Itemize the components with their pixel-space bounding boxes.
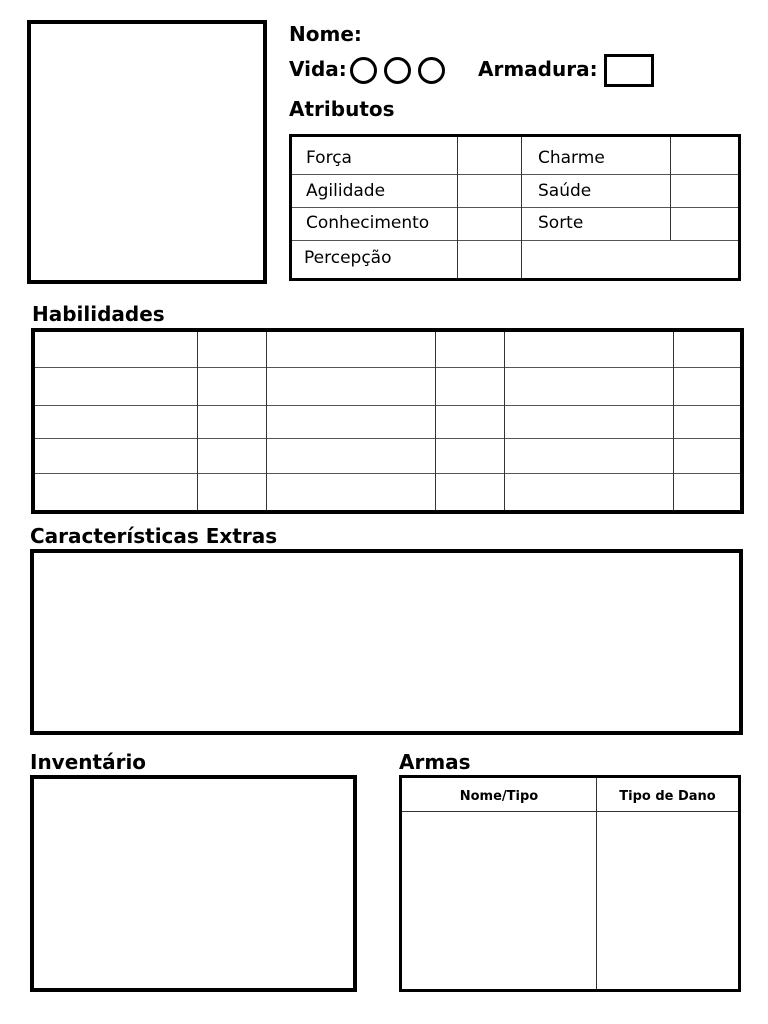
attr-value-forca[interactable] (458, 137, 521, 174)
weapons-name-cell[interactable] (402, 812, 596, 989)
inventory-title: Inventário (30, 750, 147, 774)
armor-label: Armadura: (478, 57, 598, 81)
attr-label-sorte: Sorte (538, 213, 584, 233)
attr-value-sorte[interactable] (671, 208, 738, 240)
attr-value-percepcao[interactable] (458, 241, 521, 278)
attr-label-saude: Saúde (538, 181, 592, 201)
name-label: Nome: (289, 22, 362, 46)
attr-value-agilidade[interactable] (458, 175, 521, 207)
skills-col-divider (673, 332, 674, 510)
skills-row-divider (35, 405, 740, 406)
attr-value-charme[interactable] (671, 137, 738, 174)
skills-col-divider (197, 332, 198, 510)
attr-label-forca: Força (306, 148, 352, 168)
extras-title: Características Extras (30, 524, 278, 548)
skills-row-divider (35, 473, 740, 474)
weapons-damage-cell[interactable] (597, 812, 738, 989)
skills-col-divider (435, 332, 436, 510)
attributes-table (289, 134, 741, 281)
life-circle-3[interactable] (418, 57, 445, 84)
weapons-table (399, 775, 741, 992)
inventory-box[interactable] (30, 775, 357, 992)
attr-value-conhecimento[interactable] (458, 208, 521, 240)
weapons-title: Armas (399, 750, 471, 774)
life-circle-1[interactable] (350, 57, 377, 84)
skills-col-divider (266, 332, 267, 510)
skills-title: Habilidades (32, 302, 165, 326)
extras-box[interactable] (30, 549, 743, 735)
attributes-title: Atributos (289, 97, 395, 121)
portrait-box[interactable] (27, 20, 267, 284)
attr-label-agilidade: Agilidade (306, 181, 386, 201)
weapons-header-name: Nome/Tipo (459, 789, 539, 804)
attr-col-divider (521, 137, 522, 278)
attr-value-saude[interactable] (671, 175, 738, 207)
armor-box[interactable] (604, 54, 654, 87)
life-label: Vida: (289, 57, 347, 81)
weapons-header-damage: Tipo de Dano (619, 789, 716, 804)
attr-label-charme: Charme (538, 148, 605, 168)
life-circle-2[interactable] (384, 57, 411, 84)
skills-col-divider (504, 332, 505, 510)
attr-label-percepcao: Percepção (304, 248, 392, 268)
skills-row-divider (35, 438, 740, 439)
attr-label-conhecimento: Conhecimento (306, 213, 430, 233)
skills-table (31, 328, 744, 514)
name-field[interactable] (370, 20, 740, 48)
skills-row-divider (35, 367, 740, 368)
